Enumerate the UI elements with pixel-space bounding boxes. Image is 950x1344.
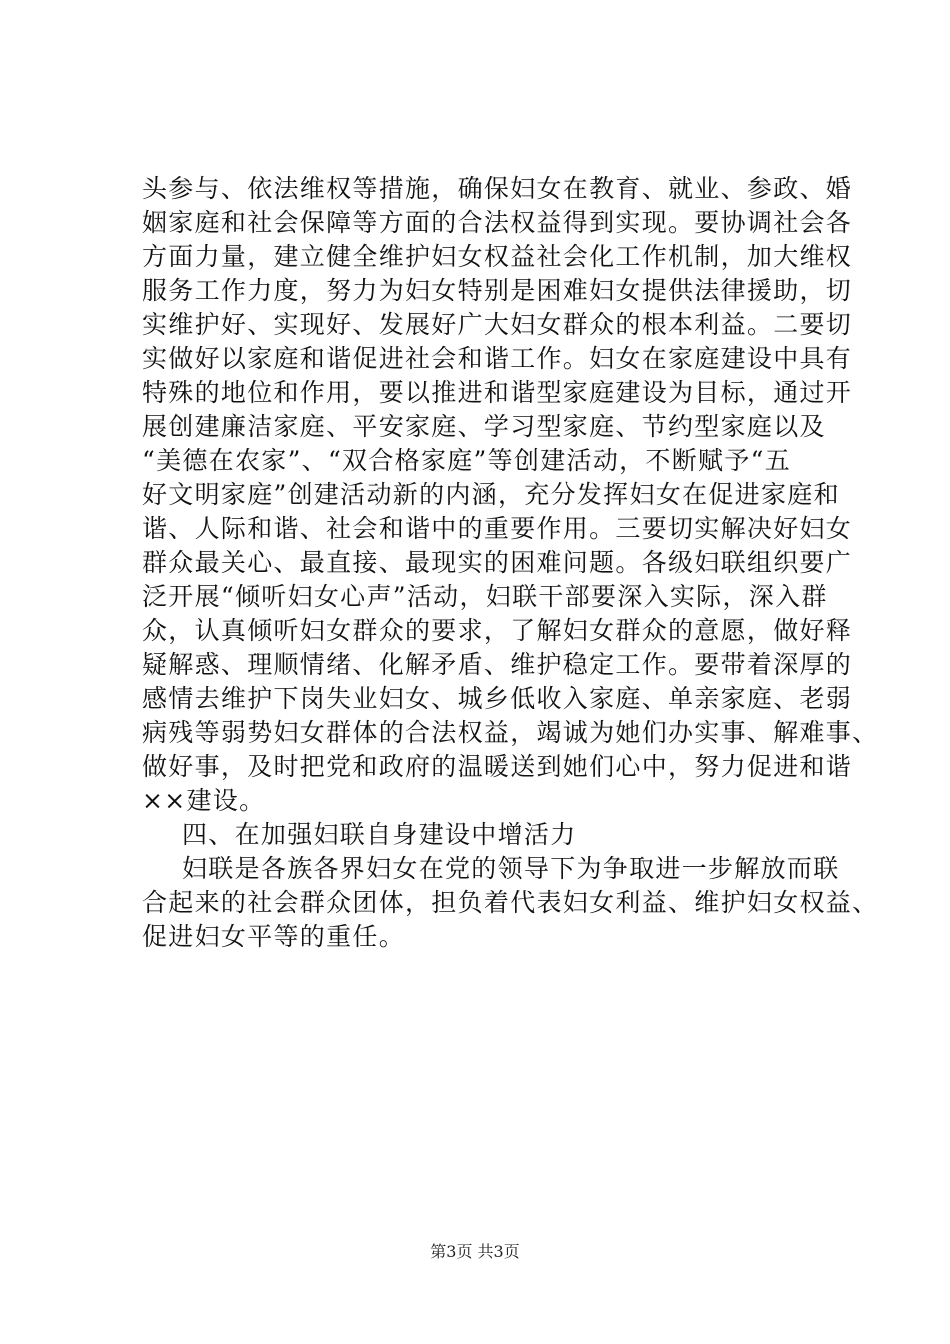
paragraph-line: 展创建廉洁家庭、平安家庭、学习型家庭、节约型家庭以及 xyxy=(142,412,826,441)
document-body xyxy=(142,172,879,954)
paragraph-line: 谐、人际和谐、社会和谐中的重要作用。三要切实解决好妇女 xyxy=(142,514,853,543)
page-number-footer: 第3页 共3页 xyxy=(430,1242,520,1261)
paragraph-line: 妇联是各族各界妇女在党的领导下为争取进一步解放而联 xyxy=(182,854,840,883)
section-heading: 四、在加强妇联自身建设中增活力 xyxy=(182,820,577,849)
paragraph-line: 特殊的地位和作用，要以推进和谐型家庭建设为目标，通过开 xyxy=(142,378,853,407)
paragraph-line: 感情去维护下岗失业妇女、城乡低收入家庭、单亲家庭、老弱 xyxy=(142,684,853,713)
paragraph-line: 头参与、依法维权等措施，确保妇女在教育、就业、参政、婚 xyxy=(142,174,853,203)
paragraph-line: 服务工作力度，努力为妇女特别是困难妇女提供法律援助，切 xyxy=(142,276,853,305)
paragraph-line: “美德在农家”、“双合格家庭”等创建活动，不断赋予“五 xyxy=(142,446,792,475)
paragraph-line: 做好事，及时把党和政府的温暖送到她们心中，努力促进和谐 xyxy=(142,752,853,781)
paragraph-line: 方面力量，建立健全维护妇女权益社会化工作机制，加大维权 xyxy=(142,242,853,271)
paragraph-line: 病残等弱势妇女群体的合法权益，竭诚为她们办实事、解难事、 xyxy=(142,718,879,747)
paragraph-line: 泛开展“倾听妇女心声”活动，妇联干部要深入实际，深入群 xyxy=(142,582,828,611)
paragraph-line: 促进妇女平等的重任。 xyxy=(142,922,406,951)
paragraph-line: 实维护好、实现好、发展好广大妇女群众的根本利益。二要切 xyxy=(142,310,853,339)
paragraph-line: 众，认真倾听妇女群众的要求，了解妇女群众的意愿，做好释 xyxy=(142,616,853,645)
paragraph-line: 好文明家庭”创建活动新的内涵，充分发挥妇女在促进家庭和 xyxy=(142,480,840,509)
paragraph-line: ××建设。 xyxy=(142,786,266,815)
paragraph-line: 姻家庭和社会保障等方面的合法权益得到实现。要协调社会各 xyxy=(142,208,853,237)
paragraph-line: 合起来的社会群众团体，担负着代表妇女利益、维护妇女权益、 xyxy=(142,888,879,917)
paragraph-line: 群众最关心、最直接、最现实的困难问题。各级妇联组织要广 xyxy=(142,548,853,577)
paragraph-line: 疑解惑、理顺情绪、化解矛盾、维护稳定工作。要带着深厚的 xyxy=(142,650,853,679)
paragraph-line: 实做好以家庭和谐促进社会和谐工作。妇女在家庭建设中具有 xyxy=(142,344,853,373)
